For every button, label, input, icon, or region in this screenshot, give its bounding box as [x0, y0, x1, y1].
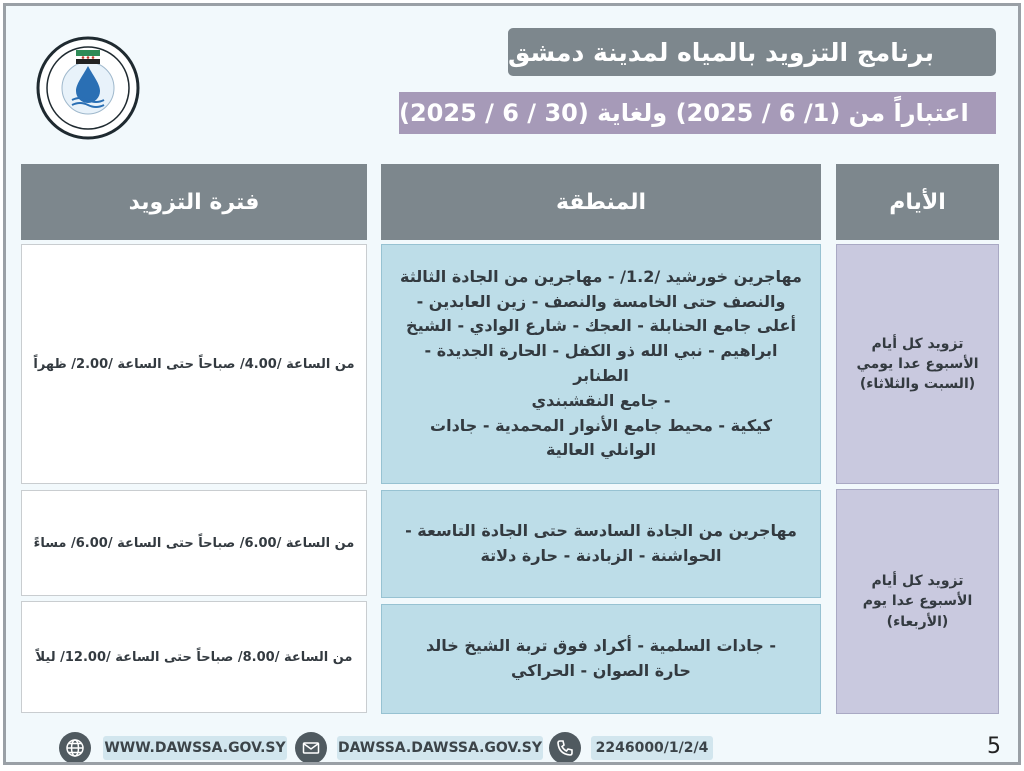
- page-number: 5: [987, 734, 1001, 759]
- column-header-days: الأيام: [836, 164, 999, 240]
- days-cell-group-1: تزويد كل أيام الأسبوع عدا يومي (السبت والثلاثاء): [836, 244, 999, 484]
- logo: [36, 36, 140, 140]
- days-cell-group-2: تزويد كل أيام الأسبوع عدا يوم (الأربعاء): [836, 489, 999, 714]
- globe-icon: [59, 732, 91, 764]
- email-link[interactable]: DAWSSA.DAWSSA.GOV.SY: [337, 736, 543, 760]
- phone-number[interactable]: 2246000/1/2/4: [591, 736, 713, 760]
- schedule-page: [3, 3, 1021, 765]
- mail-icon: [295, 732, 327, 764]
- phone-icon: [549, 732, 581, 764]
- time-cell-row-1: من الساعة /4.00/ صباحاً حتى الساعة /2.00/ ظهراً: [21, 244, 367, 484]
- column-header-time: فترة التزويد: [21, 164, 367, 240]
- time-cell-row-3: من الساعة /8.00/ صباحاً حتى الساعة /12.00/ ليلاً: [21, 601, 367, 713]
- page-title: برنامج التزويد بالمياه لمدينة دمشق: [508, 28, 996, 76]
- column-header-area: المنطقة: [381, 164, 821, 240]
- time-cell-row-2: من الساعة /6.00/ صباحاً حتى الساعة /6.00/ مساءً: [21, 490, 367, 596]
- area-cell-row-1: مهاجرين خورشيد /1.2/ - مهاجرين من الجادة الثالثة والنصف حتى الخامسة والنصف - زين العابدين - أعلى جامع الحنابلة - العجك - شارع الوادي - الشيخ ابراهيم - نبي الله ذو الكفل - الحارة الجديدة - الطنابر - جامع النقشبندي كيكية - محيط جامع الأنوار المحمدية - جادات الوانلي العالية: [381, 244, 821, 484]
- water-drop-emblem-icon: [36, 36, 140, 140]
- date-range-subtitle: اعتباراً من (1/ 6 / 2025) ولغاية (30 / 6 / 2025): [399, 92, 996, 134]
- website-link[interactable]: WWW.DAWSSA.GOV.SY: [103, 736, 287, 760]
- area-cell-row-3: - جادات السلمية - أكراد فوق تربة الشيخ خالد حارة الصوان - الحراكي: [381, 604, 821, 714]
- area-cell-row-2: مهاجرين من الجادة السادسة حتى الجادة التاسعة - الحواشنة - الزبادنة - حارة دلاتة: [381, 490, 821, 598]
